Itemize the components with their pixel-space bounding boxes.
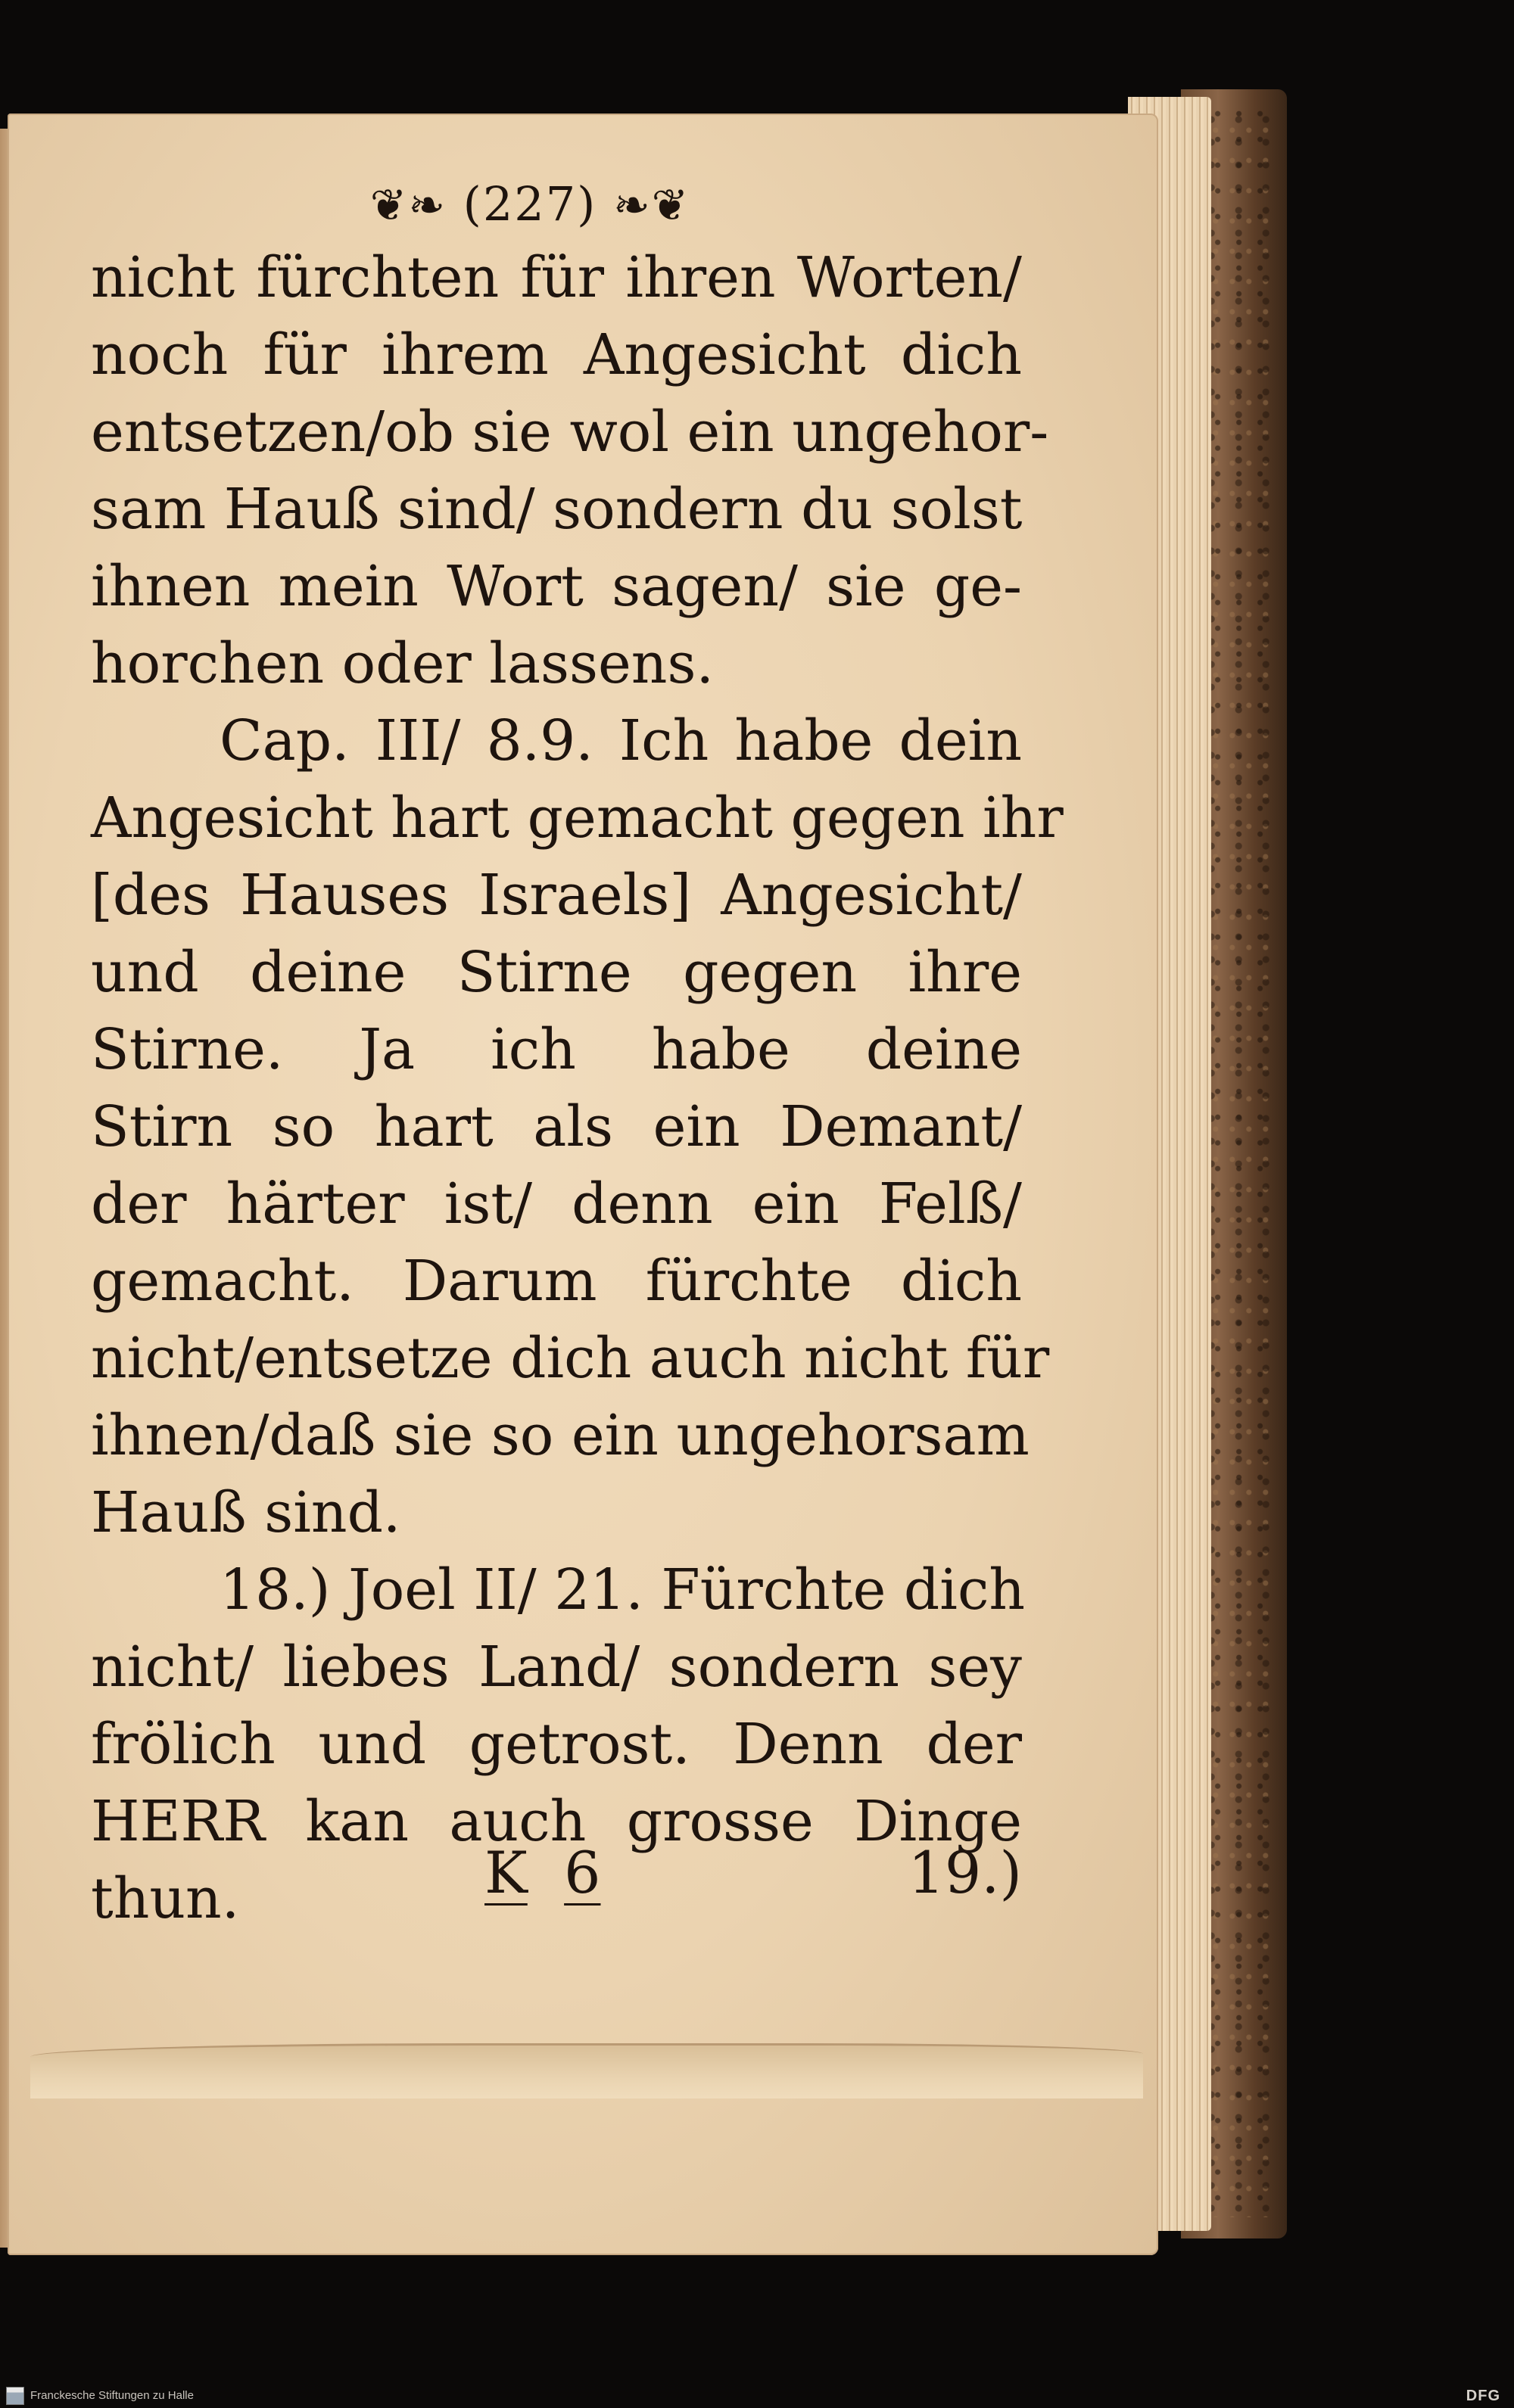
page-header bbox=[38, 170, 1022, 239]
text-lines bbox=[91, 239, 1064, 1937]
catchword: 19.) bbox=[908, 1839, 1022, 1906]
text-line: HERR kan auch grosse Dinge bbox=[91, 1789, 1022, 1854]
text-line: und deine Stirne gegen ihre bbox=[91, 940, 1022, 1005]
text-line: ihnen/daß sie so ein ungehorsam bbox=[91, 1403, 1030, 1468]
text-line: frölich und getrost. Denn der bbox=[91, 1712, 1022, 1777]
institution-logo-icon bbox=[6, 2387, 24, 2405]
text-line: Stirn so hart als ein Demant/ bbox=[91, 1094, 1022, 1159]
page-footer bbox=[484, 1839, 1022, 1922]
ornament-right-icon: ❧❦ bbox=[613, 179, 690, 231]
page-text-block bbox=[91, 170, 1064, 1937]
text-line: nicht fürchten für ihren Worten/ bbox=[91, 245, 1022, 310]
text-line: thun. bbox=[91, 1866, 240, 1931]
institution-name: Franckesche Stiftungen zu Halle bbox=[30, 2389, 194, 2402]
page-number: (227) bbox=[463, 176, 597, 232]
text-line: Cap. III/ 8.9. Ich habe dein bbox=[220, 708, 1022, 773]
text-line: der härter ist/ denn ein Felß/ bbox=[91, 1171, 1022, 1237]
text-line: nicht/entsetze dich auch nicht für bbox=[91, 1326, 1050, 1391]
text-line: entsetzen/ob sie wol ein ungehor- bbox=[91, 400, 1049, 465]
text-line: nicht/ liebes Land/ sondern sey bbox=[91, 1635, 1022, 1700]
torn-paper-strip bbox=[30, 2043, 1143, 2098]
text-line: sam Hauß sind/ sondern du solst bbox=[91, 477, 1023, 542]
text-line: [des Hauses Israels] Angesicht/ bbox=[91, 863, 1022, 928]
text-line: gemacht. Darum fürchte dich bbox=[91, 1249, 1022, 1314]
text-line: 18.) Joel II/ 21. Fürchte dich bbox=[220, 1557, 1026, 1622]
text-line: Hauß sind. bbox=[91, 1480, 401, 1545]
text-line: Stirne. Ja ich habe deine bbox=[91, 1017, 1022, 1082]
viewer-footer-bar bbox=[0, 2384, 1514, 2408]
signature-letter: K bbox=[484, 1839, 528, 1906]
text-line: noch für ihrem Angesicht dich bbox=[91, 322, 1022, 387]
text-line: ihnen mein Wort sagen/ sie ge- bbox=[91, 554, 1022, 619]
dfg-logo: DFG bbox=[1466, 2388, 1500, 2404]
signature-mark bbox=[484, 1839, 600, 1906]
ornament-left-icon: ❦❧ bbox=[369, 179, 447, 231]
text-line: horchen oder lassens. bbox=[91, 631, 714, 696]
text-line: Angesicht hart gemacht gegen ihr bbox=[91, 786, 1064, 851]
signature-number: 6 bbox=[564, 1839, 601, 1906]
institution-credit bbox=[6, 2384, 194, 2408]
